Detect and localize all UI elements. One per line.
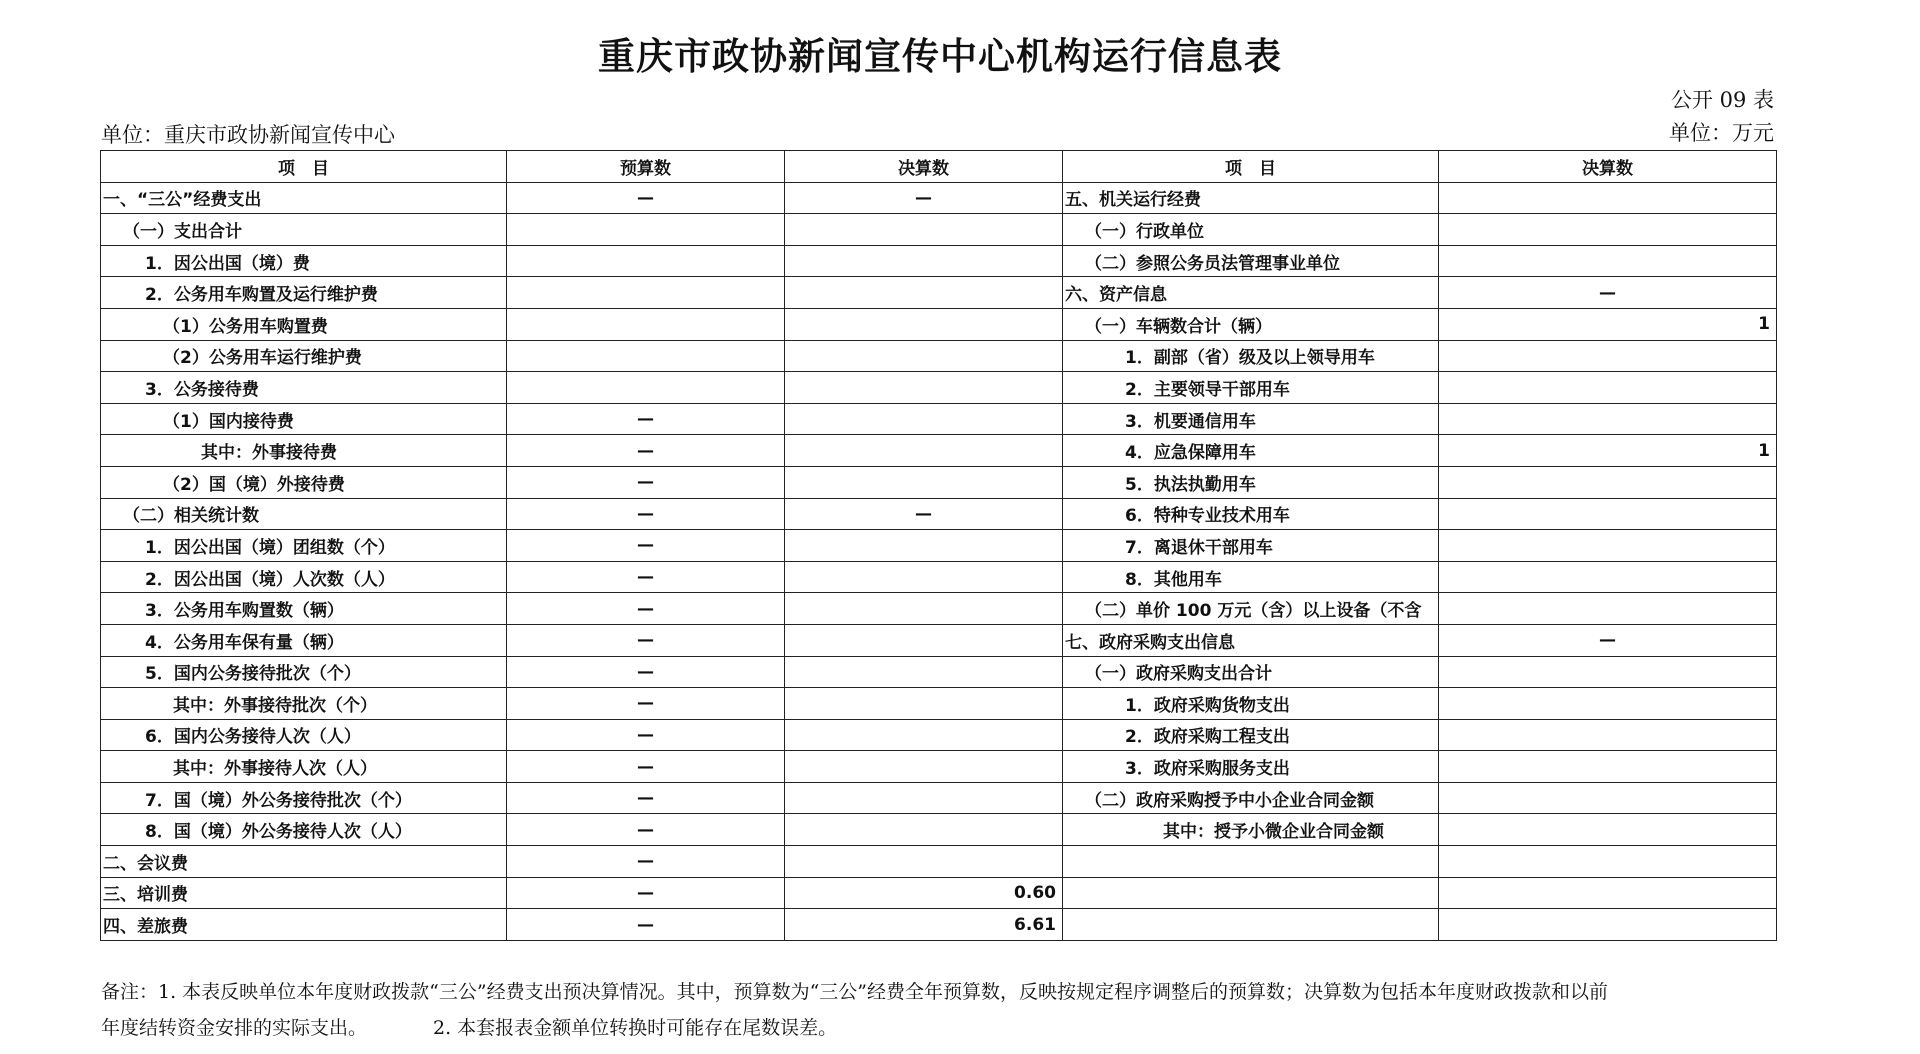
budget-cell: —: [507, 561, 785, 593]
right-row-label: （二）参照公务员法管理事业单位: [1063, 245, 1439, 277]
info-table: [100, 150, 1777, 941]
table-row: [101, 846, 1777, 878]
row-label: 4．公务用车保有量（辆）: [101, 624, 507, 656]
right-row-label: 7．离退休干部用车: [1063, 530, 1439, 562]
table-row: [101, 909, 1777, 941]
row-label: 2．因公出国（境）人次数（人）: [101, 561, 507, 593]
budget-cell: [507, 214, 785, 246]
budget-cell: [507, 340, 785, 372]
row-label: 三、培训费: [101, 877, 507, 909]
final-cell: [785, 846, 1063, 878]
table-row: [101, 530, 1777, 562]
table-row: [101, 751, 1777, 783]
right-final-cell: [1439, 877, 1777, 909]
final-cell: [785, 814, 1063, 846]
right-final-cell: [1439, 245, 1777, 277]
table-row: [101, 435, 1777, 467]
right-row-label: （一）车辆数合计（辆）: [1063, 308, 1439, 340]
row-label: 1．因公出国（境）费: [101, 245, 507, 277]
form-number: 公开 09 表: [1670, 88, 1774, 112]
right-final-cell: [1439, 214, 1777, 246]
right-row-label: 七、政府采购支出信息: [1063, 624, 1439, 656]
final-cell: 6.61: [785, 909, 1063, 941]
final-cell: [785, 719, 1063, 751]
table-row: [101, 814, 1777, 846]
right-final-cell: [1439, 814, 1777, 846]
budget-cell: [507, 245, 785, 277]
final-cell: [785, 214, 1063, 246]
row-label: 3．公务接待费: [101, 372, 507, 404]
final-cell: [785, 782, 1063, 814]
budget-cell: —: [507, 403, 785, 435]
table-row: [101, 182, 1777, 214]
header-item: 项 目: [101, 151, 507, 183]
right-row-label: （一）政府采购支出合计: [1063, 656, 1439, 688]
right-final-cell: [1439, 372, 1777, 404]
table-row: [101, 372, 1777, 404]
right-final-cell: [1439, 782, 1777, 814]
right-final-cell: [1439, 656, 1777, 688]
row-label: 其中：外事接待费: [101, 435, 507, 467]
table-row: [101, 688, 1777, 720]
budget-cell: —: [507, 593, 785, 625]
table-row: [101, 656, 1777, 688]
row-label: （一）支出合计: [101, 214, 507, 246]
row-label: 7．国（境）外公务接待批次（个）: [101, 782, 507, 814]
budget-cell: —: [507, 530, 785, 562]
footnote-line-2a: 年度结转资金安排的实际支出。: [101, 1017, 368, 1039]
table-row: [101, 561, 1777, 593]
right-row-label: [1063, 909, 1439, 941]
footnote-line-2: [101, 1010, 1781, 1046]
final-cell: —: [785, 182, 1063, 214]
footnote-line-1: 备注：1. 本表反映单位本年度财政拨款“三公”经费支出预决算情况。其中，预算数为“三公”经费全年预算数，反映按规定程序调整后的预算数；决算数为包括本年度财政拨款和以前: [101, 981, 1609, 1003]
budget-cell: —: [507, 814, 785, 846]
right-final-cell: [1439, 182, 1777, 214]
unit-label: 单位：重庆市政协新闻宣传中心: [101, 123, 395, 147]
budget-cell: —: [507, 782, 785, 814]
budget-cell: —: [507, 846, 785, 878]
row-label: 8．国（境）外公务接待人次（人）: [101, 814, 507, 846]
right-final-cell: —: [1439, 624, 1777, 656]
table-row: [101, 277, 1777, 309]
right-final-cell: [1439, 751, 1777, 783]
right-final-cell: 1: [1439, 308, 1777, 340]
table-row: [101, 877, 1777, 909]
right-row-label: 六、资产信息: [1063, 277, 1439, 309]
right-final-cell: [1439, 688, 1777, 720]
budget-cell: [507, 277, 785, 309]
budget-cell: [507, 308, 785, 340]
right-row-label: 五、机关运行经费: [1063, 182, 1439, 214]
row-label: 5．国内公务接待批次（个）: [101, 656, 507, 688]
final-cell: [785, 277, 1063, 309]
table-row: [101, 782, 1777, 814]
final-cell: [785, 340, 1063, 372]
right-row-label: 4．应急保障用车: [1063, 435, 1439, 467]
row-label: （2）公务用车运行维护费: [101, 340, 507, 372]
right-final-cell: [1439, 530, 1777, 562]
right-row-label: [1063, 877, 1439, 909]
right-row-label: 其中：授予小微企业合同金额: [1063, 814, 1439, 846]
final-cell: 0.60: [785, 877, 1063, 909]
row-label: 二、会议费: [101, 846, 507, 878]
final-cell: [785, 530, 1063, 562]
budget-cell: —: [507, 182, 785, 214]
right-row-label: 8．其他用车: [1063, 561, 1439, 593]
right-row-label: 1．政府采购货物支出: [1063, 688, 1439, 720]
right-final-cell: [1439, 719, 1777, 751]
row-label: 一、“三公”经费支出: [101, 182, 507, 214]
right-row-label: 5．执法执勤用车: [1063, 466, 1439, 498]
final-cell: [785, 624, 1063, 656]
right-final-cell: [1439, 593, 1777, 625]
final-cell: [785, 688, 1063, 720]
right-final-cell: [1439, 498, 1777, 530]
table-row: [101, 403, 1777, 435]
budget-cell: —: [507, 498, 785, 530]
final-cell: [785, 372, 1063, 404]
budget-cell: —: [507, 719, 785, 751]
currency-unit-label: 单位：万元: [1669, 121, 1774, 145]
right-row-label: （二）单价 100 万元（含）以上设备（不含: [1063, 593, 1439, 625]
table-row: [101, 719, 1777, 751]
table-row: [101, 466, 1777, 498]
right-row-label: 6．特种专业技术用车: [1063, 498, 1439, 530]
final-cell: [785, 466, 1063, 498]
budget-cell: —: [507, 656, 785, 688]
budget-cell: —: [507, 466, 785, 498]
page-title: 重庆市政协新闻宣传中心机构运行信息表: [598, 35, 1282, 78]
final-cell: [785, 308, 1063, 340]
table-row: [101, 624, 1777, 656]
row-label: （2）国（境）外接待费: [101, 466, 507, 498]
table-header-row: [101, 151, 1777, 183]
final-cell: —: [785, 498, 1063, 530]
table-row: [101, 245, 1777, 277]
right-final-cell: 1: [1439, 435, 1777, 467]
row-label: 3．公务用车购置数（辆）: [101, 593, 507, 625]
right-row-label: 2．政府采购工程支出: [1063, 719, 1439, 751]
final-cell: [785, 435, 1063, 467]
row-label: 6．国内公务接待人次（人）: [101, 719, 507, 751]
final-cell: [785, 245, 1063, 277]
right-final-cell: [1439, 340, 1777, 372]
budget-cell: —: [507, 909, 785, 941]
right-final-cell: [1439, 846, 1777, 878]
table-row: [101, 498, 1777, 530]
row-label: 2．公务用车购置及运行维护费: [101, 277, 507, 309]
budget-cell: —: [507, 435, 785, 467]
row-label: （1）国内接待费: [101, 403, 507, 435]
budget-cell: —: [507, 751, 785, 783]
final-cell: [785, 561, 1063, 593]
row-label: 其中：外事接待批次（个）: [101, 688, 507, 720]
right-final-cell: [1439, 403, 1777, 435]
right-final-cell: [1439, 466, 1777, 498]
row-label: 四、差旅费: [101, 909, 507, 941]
budget-cell: —: [507, 624, 785, 656]
row-label: 其中：外事接待人次（人）: [101, 751, 507, 783]
table-row: [101, 308, 1777, 340]
final-cell: [785, 751, 1063, 783]
header-final: 决算数: [785, 151, 1063, 183]
right-row-label: （二）政府采购授予中小企业合同金额: [1063, 782, 1439, 814]
row-label: 1．因公出国（境）团组数（个）: [101, 530, 507, 562]
right-row-label: 2．主要领导干部用车: [1063, 372, 1439, 404]
final-cell: [785, 403, 1063, 435]
budget-cell: —: [507, 877, 785, 909]
table-row: [101, 593, 1777, 625]
table-row: [101, 214, 1777, 246]
header-budget: 预算数: [507, 151, 785, 183]
footnote: [101, 974, 1781, 1046]
row-label: （1）公务用车购置费: [101, 308, 507, 340]
right-row-label: （一）行政单位: [1063, 214, 1439, 246]
right-row-label: 1．副部（省）级及以上领导用车: [1063, 340, 1439, 372]
header-final-right: 决算数: [1439, 151, 1777, 183]
header-item-right: 项 目: [1063, 151, 1439, 183]
right-row-label: [1063, 846, 1439, 878]
budget-cell: —: [507, 688, 785, 720]
table-row: [101, 340, 1777, 372]
final-cell: [785, 593, 1063, 625]
right-row-label: 3．机要通信用车: [1063, 403, 1439, 435]
final-cell: [785, 656, 1063, 688]
right-final-cell: —: [1439, 277, 1777, 309]
row-label: （二）相关统计数: [101, 498, 507, 530]
right-final-cell: [1439, 561, 1777, 593]
right-row-label: 3．政府采购服务支出: [1063, 751, 1439, 783]
budget-cell: [507, 372, 785, 404]
right-final-cell: [1439, 909, 1777, 941]
footnote-line-2b: 2. 本套报表金额单位转换时可能存在尾数误差。: [433, 1017, 838, 1039]
